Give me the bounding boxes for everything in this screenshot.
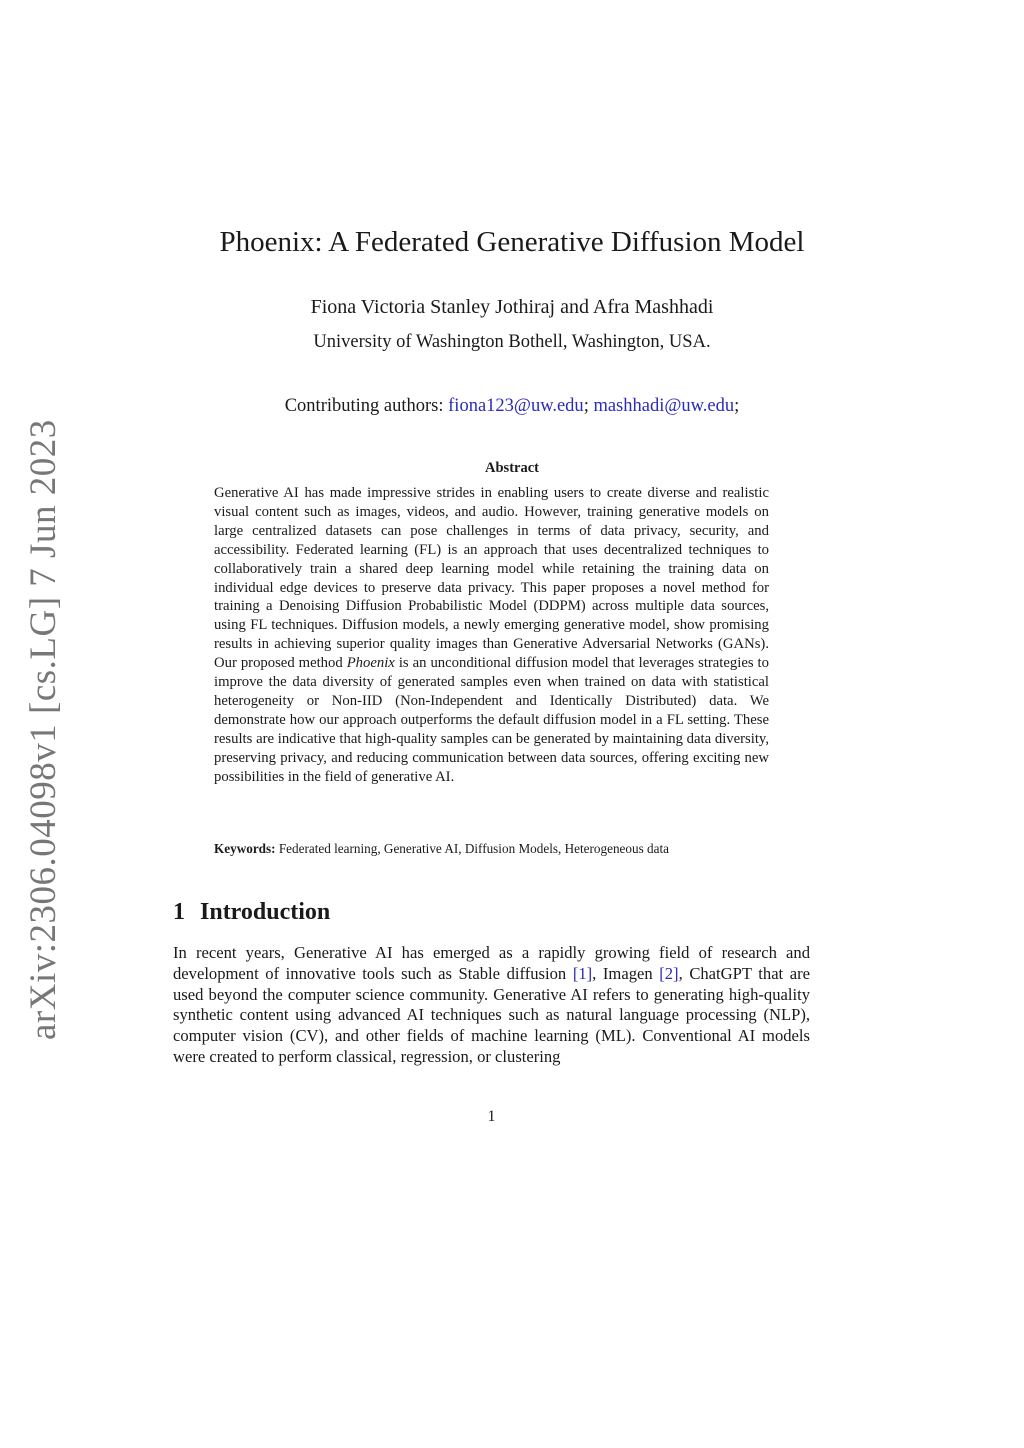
keywords-line <box>214 841 774 857</box>
arxiv-identifier-stamp: arXiv:2306.04098v1 [cs.LG] 7 Jun 2023 <box>23 419 64 1040</box>
section-heading-introduction <box>173 899 330 926</box>
author-affiliation: University of Washington Bothell, Washington, USA. <box>313 332 711 352</box>
contributing-authors <box>0 396 1024 417</box>
author-list: Fiona Victoria Stanley Jothiraj and Afra Mashhadi <box>310 296 714 318</box>
section-number: 1 <box>173 899 185 925</box>
email-separator: ; <box>583 396 594 416</box>
abstract-text-part1: Generative AI has made impressive strides in enabling users to create diverse and realistic visual content such as images, videos, and audio. However, training generative models on large centralized datasets can pose challenges in terms of data privacy, security, and accessibility. Federated learning (FL) is an approach that uses decentralized techniques to collaboratively train a shared deep learning model while retaining the training data on individual edge devices to preserve data privacy. This paper proposes a novel method for training a Denoising Diffusion Probabilistic Model (DDPM) across multiple data sources, using FL techniques. Diffusion models, a newly emerging generative model, show promising results in achieving superior quality images than Generative Adversarial Networks (GANs). Our proposed method <box>214 485 769 672</box>
email-terminator: ; <box>734 396 740 416</box>
intro-text-part2: , Imagen <box>592 963 660 983</box>
abstract-heading: Abstract <box>485 460 539 476</box>
section-title: Introduction <box>200 899 331 925</box>
introduction-paragraph <box>173 943 810 1068</box>
keywords-text: Federated learning, Generative AI, Diffusion Models, Heterogeneous data <box>275 841 669 856</box>
intro-text-part3: , ChatGPT that are used beyond the computer science community. Generative AI refers to generating high-quality synthetic content using advanced AI techniques such as natural language processing (NLP), computer vision (CV), and other fields of machine learning (ML). Conventional AI models were created to perform classical, regression, or clustering <box>173 963 811 1066</box>
contributing-label: Contributing authors: <box>284 396 449 416</box>
email-link-mashhadi[interactable]: mashhadi@uw.edu <box>593 396 735 416</box>
abstract-body <box>214 484 769 787</box>
abstract-text-part2: is an unconditional diffusion model that leverages strategies to improve the data diversity of generated samples even when trained on data with statistical heterogeneity or Non-IID (Non-Independent and Identically Distributed) data. We demonstrate how our approach outperforms the default diffusion model in a FL setting. These results are indicative that high-quality samples can be generated by maintaining data diversity, preserving privacy, and reducing communication between data sources, offering exciting new possibilities in the field of generative AI. <box>214 655 769 785</box>
email-link-fiona[interactable]: fiona123@uw.edu <box>448 396 584 416</box>
citation-link-1[interactable]: [1] <box>572 963 593 983</box>
paper-title: Phoenix: A Federated Generative Diffusion Model <box>219 226 805 258</box>
abstract-method-name: Phoenix <box>346 655 395 672</box>
keywords-label: Keywords: <box>214 841 276 856</box>
intro-text-part1: In recent years, Generative AI has emerged as a rapidly growing field of research and development of innovative tools such as Stable diffusion <box>173 943 810 983</box>
citation-link-2[interactable]: [2] <box>659 963 679 983</box>
page-number: 1 <box>487 1108 496 1125</box>
